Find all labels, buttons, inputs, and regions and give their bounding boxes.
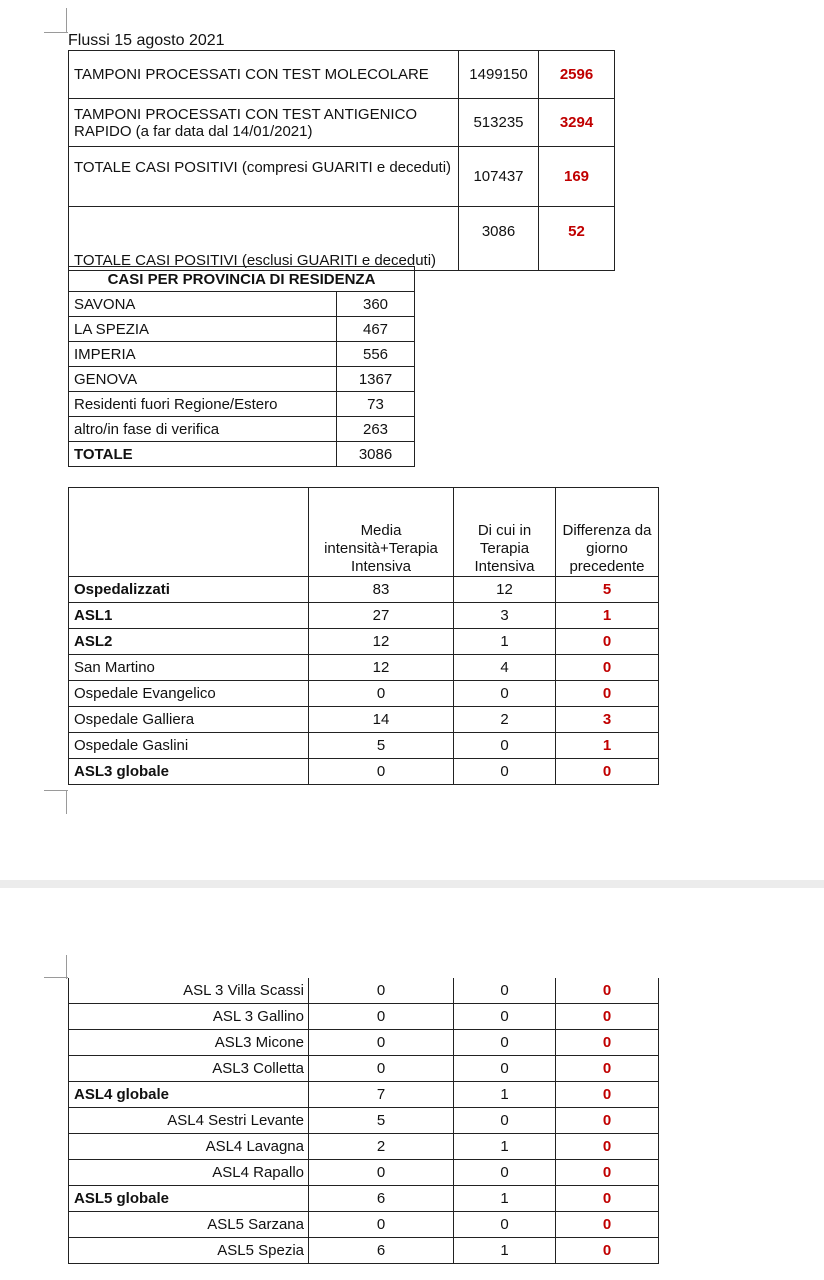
table-row [69, 147, 615, 207]
row-name: ASL4 globale [69, 1082, 309, 1108]
row-name: ASL5 Sarzana [69, 1212, 309, 1238]
row-name: ASL1 [69, 603, 309, 629]
diff-value: 0 [556, 759, 659, 785]
delta-value: 2596 [539, 51, 615, 99]
ti-value: 3 [454, 603, 556, 629]
row-name: ASL 3 Villa Scassi [69, 978, 309, 1004]
media-value: 0 [309, 1160, 454, 1186]
media-value: 12 [309, 629, 454, 655]
table-row [69, 1212, 659, 1238]
province-header: CASI PER PROVINCIA DI RESIDENZA [69, 267, 415, 292]
total-value: 107437 [459, 147, 539, 207]
diff-value: 0 [556, 1238, 659, 1264]
ti-value: 0 [454, 1004, 556, 1030]
row-label: TOTALE CASI POSITIVI (compresi GUARITI e deceduti) [69, 147, 459, 207]
province-value: 1367 [337, 367, 415, 392]
table-row [69, 342, 415, 367]
media-value: 7 [309, 1082, 454, 1108]
media-value: 6 [309, 1186, 454, 1212]
crop-mark [44, 977, 68, 978]
crop-mark [44, 790, 68, 791]
diff-value: 0 [556, 1108, 659, 1134]
row-name: Ospedale Galliera [69, 707, 309, 733]
media-value: 27 [309, 603, 454, 629]
table-row [69, 1134, 659, 1160]
ti-value: 1 [454, 1186, 556, 1212]
table-row [69, 207, 615, 271]
ti-value: 12 [454, 577, 556, 603]
ti-value: 0 [454, 733, 556, 759]
row-name: ASL5 Spezia [69, 1238, 309, 1264]
diff-value: 0 [556, 1004, 659, 1030]
diff-value: 0 [556, 655, 659, 681]
total-value: 3086 [459, 207, 539, 271]
header-differenza: Differenza da giorno precedente [556, 488, 659, 577]
crop-mark [66, 8, 67, 32]
media-value: 0 [309, 1212, 454, 1238]
province-total-label: TOTALE [69, 442, 337, 467]
province-value: 263 [337, 417, 415, 442]
table-row [69, 292, 415, 317]
media-value: 0 [309, 1004, 454, 1030]
media-value: 14 [309, 707, 454, 733]
crop-mark [66, 790, 67, 814]
ti-value: 2 [454, 707, 556, 733]
table-row [69, 1108, 659, 1134]
ti-value: 1 [454, 629, 556, 655]
total-value: 1499150 [459, 51, 539, 99]
header-media: Media intensità+Terapia Intensiva [309, 488, 454, 577]
ti-value: 0 [454, 1212, 556, 1238]
diff-value: 0 [556, 1186, 659, 1212]
row-label: TAMPONI PROCESSATI CON TEST MOLECOLARE [69, 51, 459, 99]
table-row [69, 51, 615, 99]
table-row [69, 442, 415, 467]
row-name: ASL3 Micone [69, 1030, 309, 1056]
ti-value: 1 [454, 1238, 556, 1264]
province-name: GENOVA [69, 367, 337, 392]
table-row [69, 733, 659, 759]
crop-mark [44, 32, 68, 33]
table-header-row [69, 488, 659, 577]
media-value: 0 [309, 1030, 454, 1056]
row-name: Ospedale Evangelico [69, 681, 309, 707]
diff-value: 0 [556, 1082, 659, 1108]
row-name: ASL 3 Gallino [69, 1004, 309, 1030]
ospedali-table-continued [68, 978, 659, 1264]
table-row [69, 759, 659, 785]
empty-header [69, 488, 309, 577]
row-name: Ospedale Gaslini [69, 733, 309, 759]
diff-value: 0 [556, 629, 659, 655]
table-row [69, 1004, 659, 1030]
table-row [69, 1030, 659, 1056]
row-name: ASL3 globale [69, 759, 309, 785]
province-name: Residenti fuori Regione/Estero [69, 392, 337, 417]
table-row [69, 577, 659, 603]
province-table [68, 266, 415, 467]
page-separator [0, 880, 824, 888]
media-value: 83 [309, 577, 454, 603]
ti-value: 1 [454, 1134, 556, 1160]
ti-value: 0 [454, 1160, 556, 1186]
delta-value: 169 [539, 147, 615, 207]
diff-value: 1 [556, 733, 659, 759]
total-value: 513235 [459, 99, 539, 147]
table-header-row [69, 267, 415, 292]
media-value: 0 [309, 681, 454, 707]
table-row [69, 629, 659, 655]
diff-value: 0 [556, 1030, 659, 1056]
media-value: 0 [309, 759, 454, 785]
diff-value: 0 [556, 1134, 659, 1160]
province-value: 73 [337, 392, 415, 417]
media-value: 5 [309, 733, 454, 759]
table-row [69, 707, 659, 733]
row-name: ASL5 globale [69, 1186, 309, 1212]
media-value: 0 [309, 978, 454, 1004]
province-name: LA SPEZIA [69, 317, 337, 342]
row-name: ASL4 Rapallo [69, 1160, 309, 1186]
table-row [69, 655, 659, 681]
table-row [69, 99, 615, 147]
table-row [69, 603, 659, 629]
delta-value: 52 [539, 207, 615, 271]
province-name: IMPERIA [69, 342, 337, 367]
row-name: Ospedalizzati [69, 577, 309, 603]
province-value: 556 [337, 342, 415, 367]
diff-value: 5 [556, 577, 659, 603]
ti-value: 0 [454, 1056, 556, 1082]
row-name: ASL4 Sestri Levante [69, 1108, 309, 1134]
table-row [69, 1056, 659, 1082]
row-label: TAMPONI PROCESSATI CON TEST ANTIGENICO RAPIDO (a far data dal 14/01/2021) [69, 99, 459, 147]
crop-mark [66, 955, 67, 979]
media-value: 0 [309, 1056, 454, 1082]
province-total-value: 3086 [337, 442, 415, 467]
tamponi-table [68, 50, 615, 271]
row-name: San Martino [69, 655, 309, 681]
province-name: altro/in fase di verifica [69, 417, 337, 442]
media-value: 2 [309, 1134, 454, 1160]
ospedali-table [68, 487, 659, 785]
table-row [69, 317, 415, 342]
table-row [69, 1238, 659, 1264]
table-row [69, 392, 415, 417]
media-value: 5 [309, 1108, 454, 1134]
ti-value: 0 [454, 1030, 556, 1056]
ti-value: 0 [454, 1108, 556, 1134]
diff-value: 0 [556, 1056, 659, 1082]
table-row [69, 1082, 659, 1108]
row-name: ASL4 Lavagna [69, 1134, 309, 1160]
table-row [69, 1160, 659, 1186]
page-title: Flussi 15 agosto 2021 [68, 32, 225, 49]
diff-value: 0 [556, 681, 659, 707]
ti-value: 0 [454, 978, 556, 1004]
diff-value: 1 [556, 603, 659, 629]
row-name: ASL2 [69, 629, 309, 655]
header-terapia: Di cui in Terapia Intensiva [454, 488, 556, 577]
row-label: TOTALE CASI POSITIVI (esclusi GUARITI e deceduti) [69, 207, 459, 271]
delta-value: 3294 [539, 99, 615, 147]
table-row [69, 978, 659, 1004]
diff-value: 3 [556, 707, 659, 733]
province-name: SAVONA [69, 292, 337, 317]
table-row [69, 1186, 659, 1212]
ti-value: 0 [454, 759, 556, 785]
province-value: 467 [337, 317, 415, 342]
diff-value: 0 [556, 1212, 659, 1238]
table-row [69, 681, 659, 707]
table-row [69, 367, 415, 392]
diff-value: 0 [556, 1160, 659, 1186]
ti-value: 4 [454, 655, 556, 681]
province-value: 360 [337, 292, 415, 317]
diff-value: 0 [556, 978, 659, 1004]
media-value: 12 [309, 655, 454, 681]
ti-value: 1 [454, 1082, 556, 1108]
ti-value: 0 [454, 681, 556, 707]
row-name: ASL3 Colletta [69, 1056, 309, 1082]
table-row [69, 417, 415, 442]
media-value: 6 [309, 1238, 454, 1264]
